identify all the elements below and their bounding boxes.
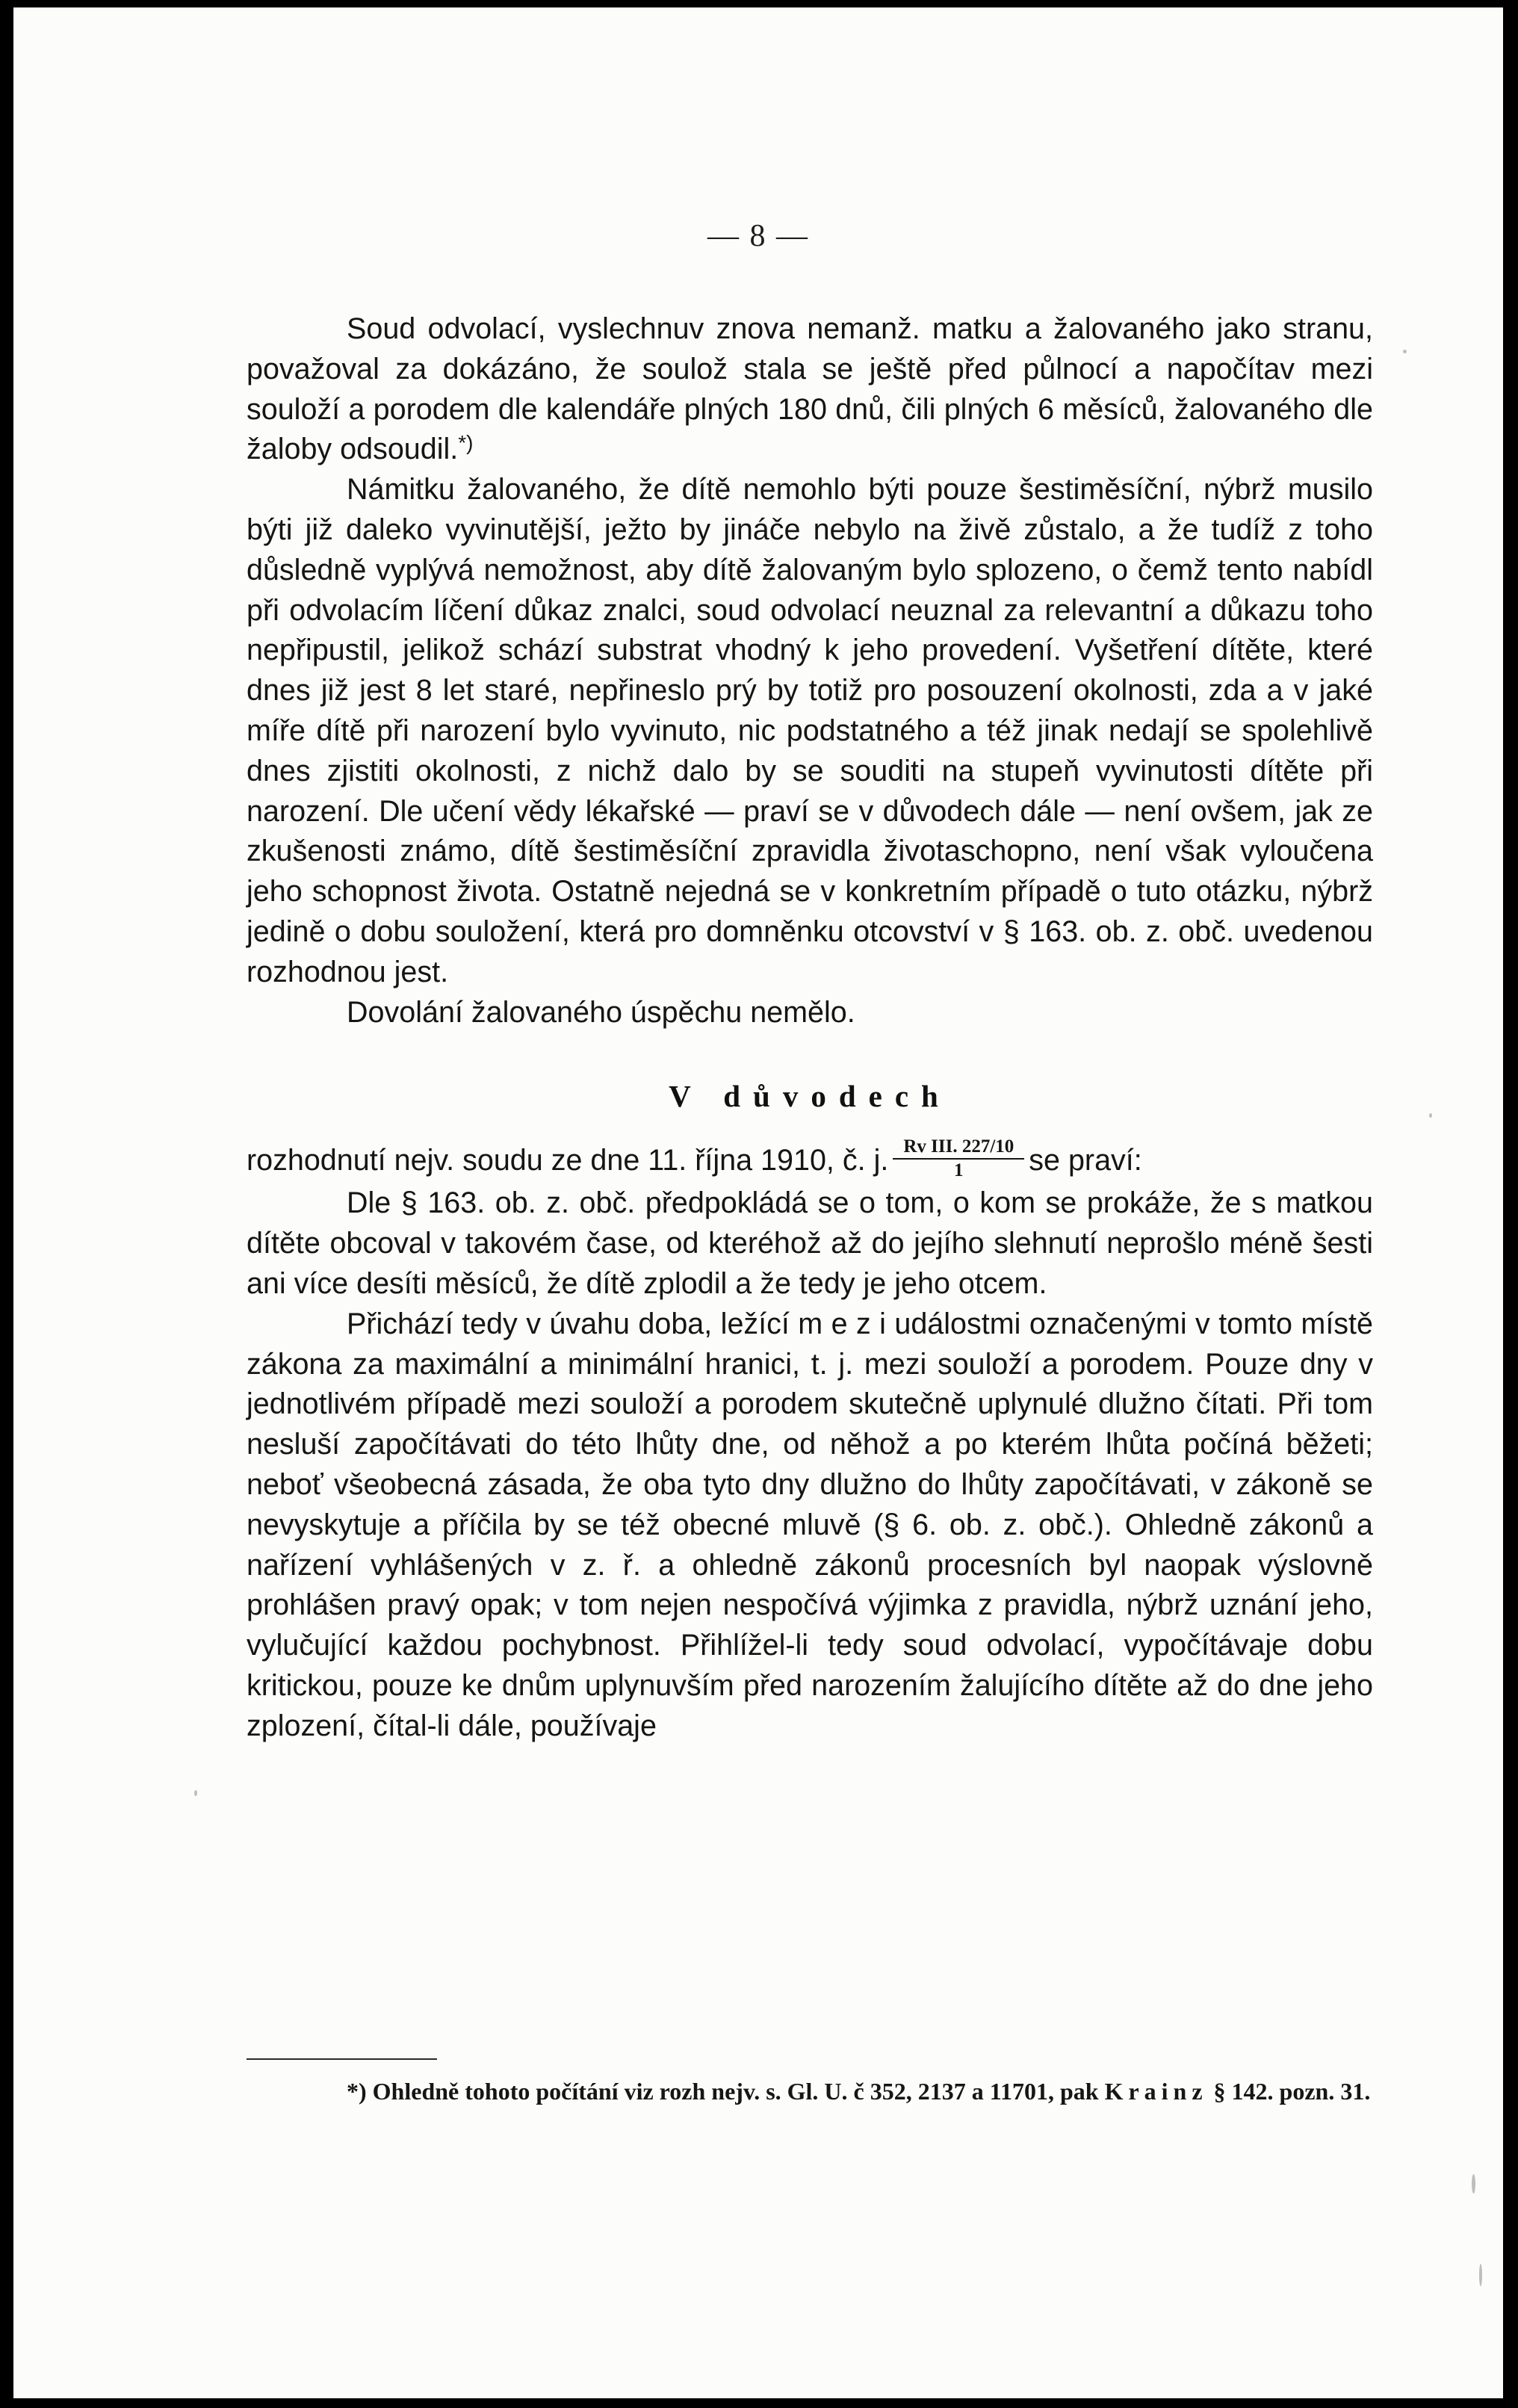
footnote-divider (247, 2058, 437, 2060)
case-number-numerator: Rv III. 227/10 (893, 1137, 1024, 1160)
scan-speck (194, 1790, 197, 1796)
section-heading: V důvodech (669, 1079, 951, 1114)
scan-speck (1429, 1113, 1432, 1118)
paragraph: Námitku žalovaného, že dítě nemohlo býti pouze šestiměsíční, nýbrž musilo býti již daleko vyvinutější, ježto by jináče nebylo na živě zůstalo, a že tudíž z toho důsledně vyplývá nemožnost, aby dítě žalovaným bylo splozeno, o čemž tento nabídl při odvolacím líčení důkaz znalci, soud odvolací neuznal za relevantní a důkazu toho nepřipustil, jelikož schází substrat vhodný k jeho provedení. Vyšetření dítěte, které dnes již jest 8 let staré, nepřineslo prý by totiž pro posouzení okolnosti, zda a v jaké míře dítě při narození bylo vyvinuto, nic podstatného a též jinak nedají se spolehlivě dnes zjistiti okolnosti, z nichž dalo by se souditi na stupeň vyvinutosti dítěte při narození. Dle učení vědy lékařské — praví se v důvodech dále — není ovšem, jak ze zkušenosti známo, dítě šestiměsíční zpravidla životaschopno, není však vyloučena jeho schopnost života. Ostatně nejedná se v konkretním případě o tuto otázku, nýbrž jedině o dobu souložení, která pro domněnku otcovství v § 163. ob. z. obč. uvedenou rozhodnou jest. (247, 473, 1373, 988)
body-text (247, 309, 1373, 1747)
case-number-fraction (893, 1137, 1024, 1180)
ruling-reference (247, 1137, 1373, 1183)
paragraph: Dovolání žalovaného úspěchu nemělo. (347, 995, 855, 1029)
footnote-text: Ohledně tohoto počítání viz rozh nejv. s. Gl. U. č 352, 2137 a 11701, pak (372, 2078, 1099, 2105)
paragraph: Dle § 163. ob. z. obč. předpokládá se o tom, o kom se prokáže, že s matkou dítěte obcoval v takovém čase, od kteréhož až do jejího slehnutí neprošlo méně šesti ani více desíti měsíců, že dítě zplodil a že tedy je jeho otcem. (247, 1186, 1373, 1300)
paragraph: Přichází tedy v úvahu doba, ležící m e z i událostmi označenými v tomto místě zákona za maximální a minimální hranici, t. j. mezi souloží a porodem. Pouze dny v jednotlivém případě mezi souloží a porodem skutečně uplynulé dlužno čítati. Při tom nesluší započítávati do této lhůty dne, od něhož a po kterém lhůta počíná běžeti; neboť všeobecná zásada, že oba tyto dny dlužno do lhůty započítávati, v zákoně se nevyskytuje a příčila by se též obecné mluvě (§ 6. ob. z. obč.). Ohledně zákonů a nařízení vyhlášených v z. ř. a ohledně zákonů procesních byl naopak výslovně prohlášen pravý opak; v tom nejen nespočívá výjimka z pravidla, nýbrž uznání jeho, vylučující každou pochybnost. Přihlížel-li tedy soud odvolací, vypočítávaje dobu kritickou, pouze ke dnům uplynuvším před narozením žalujícího dítěte až do dne jeho zplození, čítal-li dále, používaje (247, 1307, 1373, 1742)
ruling-text-after: se praví: (1029, 1144, 1142, 1177)
footnote (247, 2073, 1373, 2110)
ruling-text-before: rozhodnutí nejv. soudu ze dne 11. října 1910, č. j. (247, 1144, 889, 1177)
footnote-author: Krainz (1104, 2078, 1208, 2105)
page-number: — 8 — (707, 219, 809, 253)
scan-speck (1403, 350, 1407, 353)
footnote-marker: *) (347, 2078, 367, 2105)
scan-speck (1479, 2264, 1482, 2286)
book-page (13, 7, 1503, 2398)
scan-speck (1472, 2174, 1475, 2194)
paragraph (247, 309, 1373, 470)
footnote-text-end: § 142. pozn. 31. (1213, 2078, 1371, 2105)
paragraph-text: Soud odvolací, vyslechnuv znova nemanž. matku a žalovaného jako stranu, považoval za dokázáno, že soulož stala se ještě před půlnocí a napočítav mezi souloží a porodem dle kalendáře plných 180 dnů, čili plných 6 měsíců, žalovaného dle žaloby odsoudil. (247, 312, 1373, 466)
footnote-reference: *) (458, 431, 474, 455)
case-number-denominator: 1 (954, 1160, 964, 1181)
